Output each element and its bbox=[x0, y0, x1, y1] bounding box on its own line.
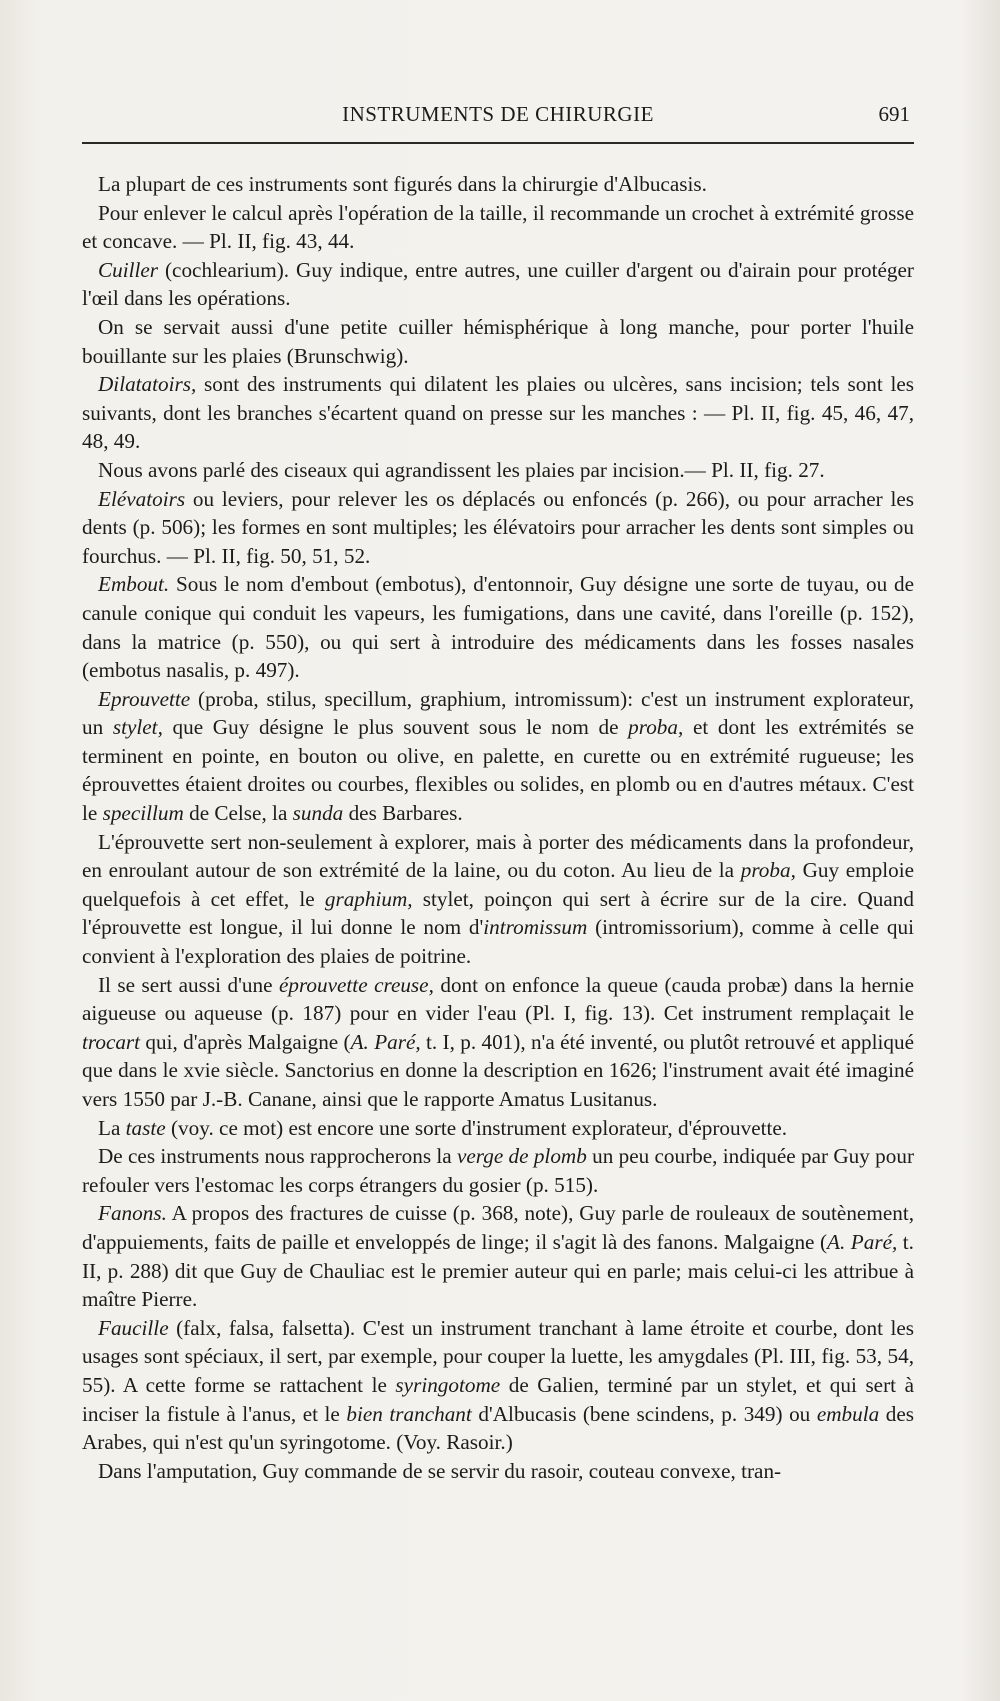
paragraph-eprouvette-usage bbox=[82, 828, 914, 971]
text-segment: de Galien, terminé par un stylet, et qui sert à inciser la fistule à l'anus, et le bbox=[82, 1372, 914, 1426]
paragraph-embout bbox=[82, 570, 914, 684]
text-segment: Nous avons parlé des ciseaux qui agrandissent les plaies par incision.— Pl. II, fig. 27. bbox=[98, 457, 825, 482]
entry-term: Embout. bbox=[98, 572, 170, 597]
text-segment: (cochlearium). Guy indique, entre autres, une cuiller d'argent ou d'airain pour protéger l'œil dans les opérations. bbox=[82, 257, 914, 311]
paragraph-verge-de-plomb bbox=[82, 1142, 914, 1199]
paragraph-ciseaux bbox=[82, 456, 914, 485]
running-title: INSTRUMENTS DE CHIRURGIE bbox=[342, 102, 654, 126]
paragraph-calcul bbox=[82, 199, 914, 256]
entry-term: Eprouvette bbox=[98, 686, 191, 711]
entry-term: Cuiller bbox=[98, 257, 159, 282]
text-segment: A. Paré, bbox=[350, 1029, 421, 1054]
body-text bbox=[82, 170, 914, 1485]
entry-term: Fanons. bbox=[98, 1201, 167, 1226]
text-segment: bien tranchant bbox=[346, 1401, 472, 1426]
page-header bbox=[82, 98, 914, 132]
text-segment: un peu courbe, indiquée par Guy pour refouler vers l'estomac les corps étrangers du gosier (p. 515). bbox=[82, 1144, 914, 1197]
paragraph-cuiller-hemispherique bbox=[82, 313, 914, 370]
text-segment: A propos des fractures de cuisse (p. 368, note), Guy parle de rouleaux de soutènement, d'appuiements, faits de paille et enveloppés de linge; il s'agit là des fanons. Malgaigne ( bbox=[82, 1201, 914, 1254]
paragraph-eprouvette bbox=[82, 685, 914, 828]
text-segment: La bbox=[98, 1115, 126, 1140]
text-segment: dont on enfonce la queue (cauda probæ) dans la hernie aigueuse ou aqueuse (p. 187) pour en vider l'eau (Pl. I, fig. 13). Cet instrument remplaçait le bbox=[82, 972, 915, 1026]
text-segment: (voy. ce mot) est encore une sorte d'instrument explorateur, d'éprouvette. bbox=[165, 1115, 788, 1140]
text-segment: trocart bbox=[82, 1029, 141, 1054]
paragraph-dilatatoirs bbox=[82, 370, 914, 456]
text-segment: ou leviers, pour relever les os déplacés ou enfoncés (p. 266), ou pour arracher les dents (p. 506); les formes en sont multiples; les élévatoirs pour arracher les dents sont simples ou fourchus. — Pl. II, fig. 50, 51, 52. bbox=[82, 486, 914, 568]
text-segment: Guy emploie quelquefois à cet effet, le bbox=[82, 858, 914, 911]
paragraph-fanons bbox=[82, 1199, 914, 1313]
text-segment: stylet, bbox=[112, 715, 163, 740]
text-segment: qui, d'après Malgaigne ( bbox=[140, 1029, 351, 1054]
text-segment: On se servait aussi d'une petite cuiller hémisphérique à long manche, pour porter l'huile bouillante sur les plaies (Brunschwig). bbox=[82, 314, 914, 368]
text-segment: des Barbares. bbox=[343, 801, 463, 826]
text-segment: L'éprouvette sert non-seulement à explorer, mais à porter des médicaments dans la profondeur, en enroulant autour de son extrémité de la laine, ou du coton. Au lieu de la bbox=[82, 829, 914, 883]
text-segment: (intromissorium), comme à celle qui convient à l'exploration des plaies de poitrine. bbox=[82, 915, 914, 969]
header-rule bbox=[82, 142, 914, 144]
text-segment: Dans l'amputation, Guy commande de se servir du rasoir, couteau convexe, tran- bbox=[98, 1458, 782, 1483]
paragraph-elevatoirs bbox=[82, 485, 914, 571]
text-segment: sont des instruments qui dilatent les plaies ou ulcères, sans incision; tels sont les suivants, dont les branches s'écartent quand on presse sur les manches : — Pl. II, fig. 45, 46, 47, 48, 49. bbox=[82, 372, 914, 454]
text-segment: (falx, falsa, falsetta). C'est un instrument tranchant à lame étroite et courbe, dont les usages sont spéciaux, il sert, par exemple, pour couper la luette, les amygdales (Pl. III, fig. 53, 54, 55). A cette forme se rattachent le bbox=[82, 1315, 914, 1397]
text-segment: stylet, poinçon qui sert à écrire sur de la cire. Quand l'éprouvette est longue, il lui donne le nom d' bbox=[82, 886, 914, 940]
text-segment: Il se sert aussi d'une bbox=[98, 972, 279, 997]
text-segment: verge de plomb bbox=[456, 1144, 587, 1169]
text-segment: de Celse, la bbox=[183, 801, 293, 826]
text-segment: sunda bbox=[292, 801, 344, 826]
text-segment: d'Albucasis (bene scindens, p. 349) ou bbox=[471, 1401, 817, 1426]
text-segment: syringotome bbox=[395, 1372, 501, 1397]
text-segment: proba, bbox=[628, 715, 684, 740]
text-segment: Sous le nom d'embout (embotus), d'entonnoir, Guy désigne une sorte de tuyau, ou de canule conique qui conduit les vapeurs, les fumigations, dans une cavité, dans l'oreille (p. 152), dans la matrice (p. 550), ou qui sert à introduire des médicaments dans les fosses nasales (embotus nasalis, p. 497). bbox=[82, 572, 914, 683]
entry-term: Elévatoirs bbox=[98, 486, 186, 511]
text-segment: t. II, p. 288) dit que Guy de Chauliac est le premier auteur qui en parle; mais celui-ci les attribue à maître Pierre. bbox=[82, 1229, 914, 1312]
text-segment: De ces instruments nous rapprocherons la bbox=[98, 1144, 457, 1169]
text-segment: que Guy désigne le plus souvent sous le nom de bbox=[162, 715, 629, 740]
text-segment: graphium, bbox=[324, 886, 413, 911]
paragraph-cuiller bbox=[82, 256, 914, 313]
text-segment: A. Paré, bbox=[827, 1229, 898, 1254]
paragraph-taste bbox=[82, 1114, 914, 1143]
paragraph-faucille bbox=[82, 1314, 914, 1457]
entry-term: Dilatatoirs, bbox=[98, 372, 197, 397]
text-segment: des Arabes, qui n'est qu'un syringotome. (Voy. Rasoir.) bbox=[82, 1401, 914, 1455]
text-segment: et dont les extrémités se terminent en pointe, en bouton ou olive, en palette, en curette ou en extrémité rugueuse; les éprouvettes étaient droites ou courbes, flexibles ou solides, en plomb ou en d'autres métaux. C'est le bbox=[82, 715, 915, 826]
text-segment: La plupart de ces instruments sont figurés dans la chirurgie d'Albucasis. bbox=[98, 172, 707, 196]
paragraph-eprouvette-creuse bbox=[82, 971, 914, 1114]
paragraph-intro bbox=[82, 170, 914, 199]
text-segment: éprouvette creuse, bbox=[278, 972, 434, 997]
text-segment: proba, bbox=[740, 858, 796, 883]
text-segment: (proba, stilus, specillum, graphium, intromissum): c'est un instrument explorateur, un bbox=[82, 686, 914, 740]
text-segment: t. I, p. 401), n'a été inventé, ou plutôt retrouvé et appliqué que dans le xvie siècle. Sanctorius en donne la description en 1626; l'instrument avait été imaginé vers 1550 par J.-B. Canane, ainsi que le rapporte Amatus Lusitanus. bbox=[82, 1029, 914, 1111]
text-segment: intromissum bbox=[483, 915, 588, 940]
text-segment: taste bbox=[125, 1115, 166, 1140]
paragraph-amputation bbox=[82, 1457, 914, 1486]
text-segment: Pour enlever le calcul après l'opération de la taille, il recommande un crochet à extrémité grosse et concave. — Pl. II, fig. 43, 44. bbox=[82, 200, 914, 254]
text-segment: specillum bbox=[102, 801, 184, 826]
page-number: 691 bbox=[878, 102, 910, 126]
entry-term: Faucille bbox=[98, 1315, 169, 1340]
text-segment: embula bbox=[816, 1401, 880, 1426]
